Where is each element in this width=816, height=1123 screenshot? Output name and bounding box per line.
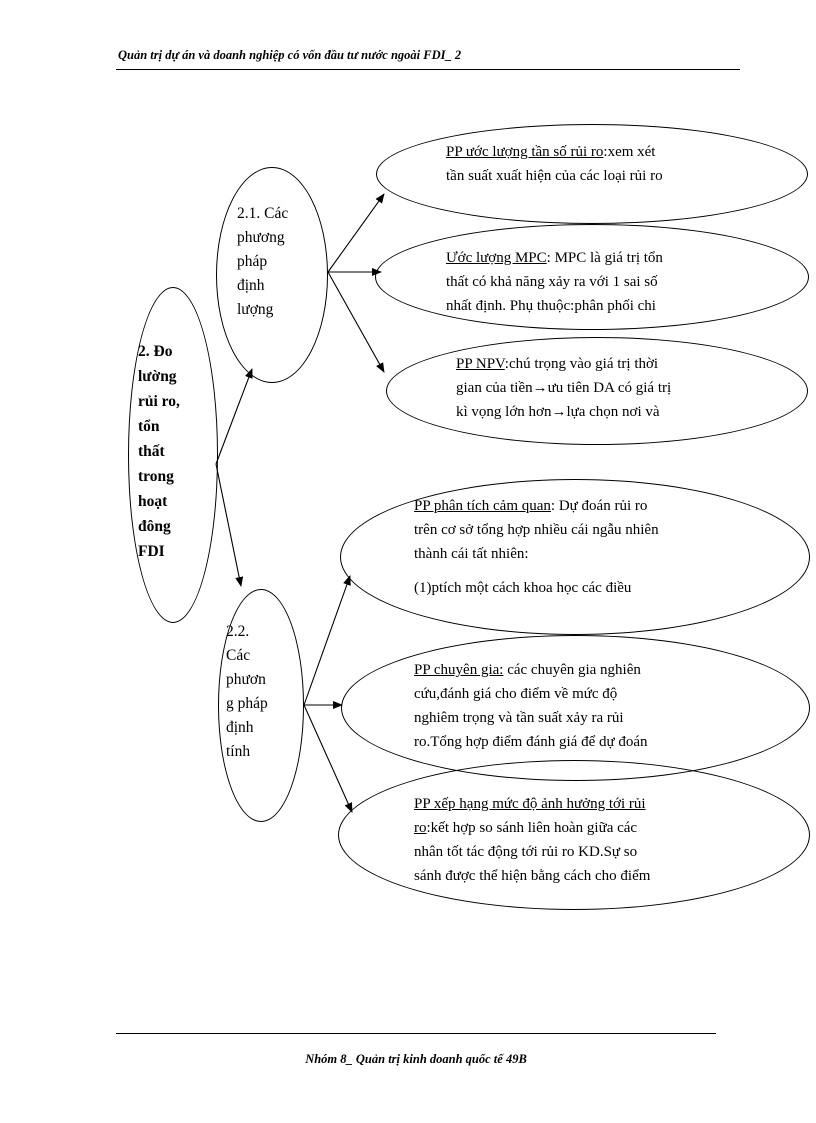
qualitative-item-1-title: PP phân tích cảm quan [414,498,551,514]
arrow-root-to-quantitative [216,369,252,464]
qualitative-node-label: 2.2. Các phươn g pháp định tính [226,623,268,760]
quantitative-item-1-title: PP ước lượng tần số rủi ro [446,144,604,160]
quantitative-item-3-title: PP NPV [456,356,505,372]
qualitative-item-3-title: PP xếp hạng mức độ ảnh hưởng tới rủi [414,796,646,812]
quantitative-item-2-title: Ước lượng MPC [446,250,547,266]
arrow-root-to-qualitative [216,464,241,586]
arrow-qual-to-item1 [304,576,350,705]
page-footer: Nhóm 8_ Quản trị kinh doanh quốc tế 49B [305,1052,527,1066]
footer-divider [116,1033,716,1034]
qualitative-item-2-text: PP chuyên gia: các chuyên gia nghiên cứu,đánh giá cho điểm về mức độ nghiêm trọng và tần suất xảy ra rủi ro.Tổng hợp điểm đánh giá để dự đoán [414,662,648,750]
qualitative-item-1-text: PP phân tích cảm quan: Dự đoán rủi ro trên cơ sở tổng hợp nhiều cái ngẫu nhiên thành cái tất nhiên: (1)ptích một cách khoa học các điều [414,498,659,596]
page-header: Quản trị dự án và doanh nghiệp có vốn đầu tư nước ngoài FDI_ 2 [118,48,462,62]
qualitative-item-3-text: PP xếp hạng mức độ ảnh hưởng tới rủi ro:kết hợp so sánh liên hoàn giữa các nhân tốt tác động tới rủi ro KD.Sự so sánh được thể hiện bằng cách cho điểm [414,796,651,884]
quantitative-item-2-text: Ước lượng MPC: MPC là giá trị tổn thất có khả năng xảy ra với 1 sai số nhất định. Phụ thuộc:phân phối chi [446,250,663,314]
arrow-quant-to-item1 [328,194,384,272]
quantitative-node-label: 2.1. Các phương pháp định lượng [237,205,289,318]
root-node-label: 2. Đo lường rủi ro, tổn thất trong hoạt đông FDI [138,343,180,560]
qualitative-item-2-title: PP chuyên gia: [414,662,504,678]
quantitative-item-3-text: PP NPV:chú trọng vào giá trị thời gian của tiền→ưu tiên DA có giá trị kì vọng lớn hơn→lựa chọn nơi và [456,356,672,420]
qualitative-item-3-title-cont: ro [414,820,427,836]
arrow-quant-to-item3 [328,272,384,372]
quantitative-item-1-text: PP ước lượng tần số rủi ro:xem xét tần suất xuất hiện của các loại rủi ro [446,144,663,184]
